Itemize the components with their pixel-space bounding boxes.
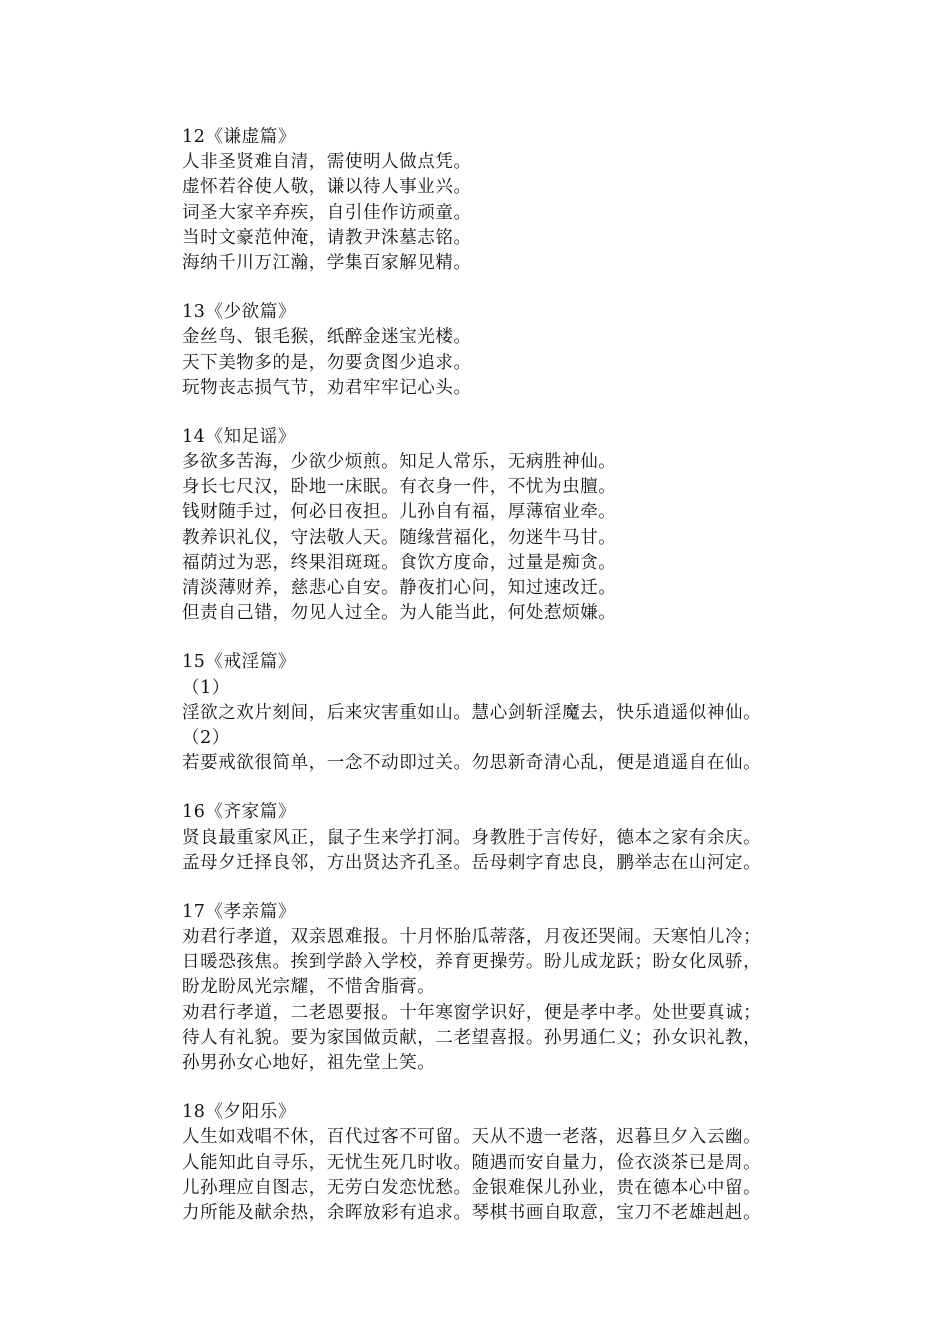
poem-line: 钱财随手过，何必日夜担。儿孙自有福，厚薄宿业牵。: [182, 502, 617, 523]
section-15: [182, 650, 882, 776]
poem-line: 孙男孙女心地好，祖先堂上笑。: [182, 1053, 436, 1073]
poem-line: 金丝鸟、银毛猴，纸醉金迷宝光楼。: [182, 327, 472, 348]
poem-line: 玩物丧志损气节，劝君牢牢记心头。: [182, 377, 472, 398]
poem-line: 人非圣贤难自清，需使明人做点凭。: [182, 152, 472, 173]
poem-line: 孟母夕迁择良邻，方出贤达齐孔圣。岳母刺字育忠良，鹏举志在山河定。: [182, 852, 762, 873]
section-heading: 17《孝亲篇》: [182, 901, 296, 922]
poem-line: 劝君行孝道，二老恩要报。十年寒窗学识好，便是孝中孝。处世要真诚；: [182, 1002, 762, 1023]
poem-line: 儿孙理应自图志，无劳白发恋忧愁。金银难保儿孙业，贵在德本心中留。: [182, 1177, 762, 1198]
poem-line: 福荫过为恶，终果泪斑斑。食饮方度命，过量是痴贪。: [182, 552, 617, 573]
section-18: [182, 1100, 882, 1226]
document-page: [182, 125, 882, 1250]
poem-line: 当时文豪范仲淹，请教尹洙墓志铭。: [182, 227, 472, 248]
poem-line: 淫欲之欢片刻间，后来灾害重如山。慧心剑斩淫魔去，快乐逍遥似神仙。: [182, 702, 762, 723]
poem-line: 身长七尺汉，卧地一床眠。有衣身一件，不忧为虫膻。: [182, 477, 617, 498]
poem-line: 盼龙盼凤光宗耀，不惜舍脂膏。: [182, 977, 436, 998]
poem-line: 劝君行孝道，双亲恩难报。十月怀胎瓜蒂落，月夜还哭闹。天寒怕儿冷；: [182, 927, 762, 948]
section-12: [182, 125, 882, 276]
section-heading: 14《知足谣》: [182, 426, 296, 447]
poem-line: 但责自己错，勿见人过全。为人能当此，何处惹烦嫌。: [182, 603, 617, 624]
poem-line: 虚怀若谷使人敬，谦以待人事业兴。: [182, 177, 472, 198]
poem-line: 贤良最重家风正，鼠子生来学打洞。身教胜于言传好，德本之家有余庆。: [182, 827, 762, 848]
poem-line: 清淡薄财养，慈悲心自安。静夜扪心问，知过速改迁。: [182, 578, 617, 598]
section-heading: 12《谦虚篇》: [182, 127, 296, 147]
poem-line: 人生如戏唱不休，百代过客不可留。天从不遗一老落，迟暮旦夕入云幽。: [182, 1127, 762, 1148]
poem-line: 海纳千川万江瀚，学集百家解见精。: [182, 252, 472, 273]
section-heading: 15《戒淫篇》: [182, 652, 296, 673]
poem-line: （1）: [182, 677, 230, 698]
section-heading: 18《夕阳乐》: [182, 1102, 296, 1123]
poem-line: 力所能及献余热，余晖放彩有追求。琴棋书画自取意，宝刀不老雄赳赳。: [182, 1202, 762, 1223]
poem-line: 词圣大家辛弃疾，自引佳作访顽童。: [182, 202, 472, 223]
poem-line: 日暖恐孩焦。挨到学龄入学校，养育更操劳。盼儿成龙跃；盼女化凤骄，: [182, 952, 762, 973]
poem-line: 若要戒欲很简单，一念不动即过关。勿思新奇清心乱，便是逍遥自在仙。: [182, 753, 762, 774]
section-13: [182, 300, 882, 401]
poem-line: 天下美物多的是，勿要贪图少追求。: [182, 352, 472, 373]
poem-line: 人能知此自寻乐，无忧生死几时收。随遇而安自量力，俭衣淡茶已是周。: [182, 1152, 762, 1173]
section-14: [182, 425, 882, 627]
section-17: [182, 900, 882, 1076]
poem-line: 教养识礼仪，守法敬人天。随缘营福化，勿迷牛马甘。: [182, 527, 617, 548]
poem-line: 待人有礼貌。要为家国做贡献，二老望喜报。孙男通仁义；孙女识礼教，: [182, 1027, 762, 1048]
poem-line: （2）: [182, 727, 230, 748]
section-heading: 16《齐家篇》: [182, 802, 296, 823]
poem-line: 多欲多苦海，少欲少烦煎。知足人常乐，无病胜神仙。: [182, 452, 617, 473]
section-heading: 13《少欲篇》: [182, 302, 296, 323]
section-16: [182, 800, 882, 876]
